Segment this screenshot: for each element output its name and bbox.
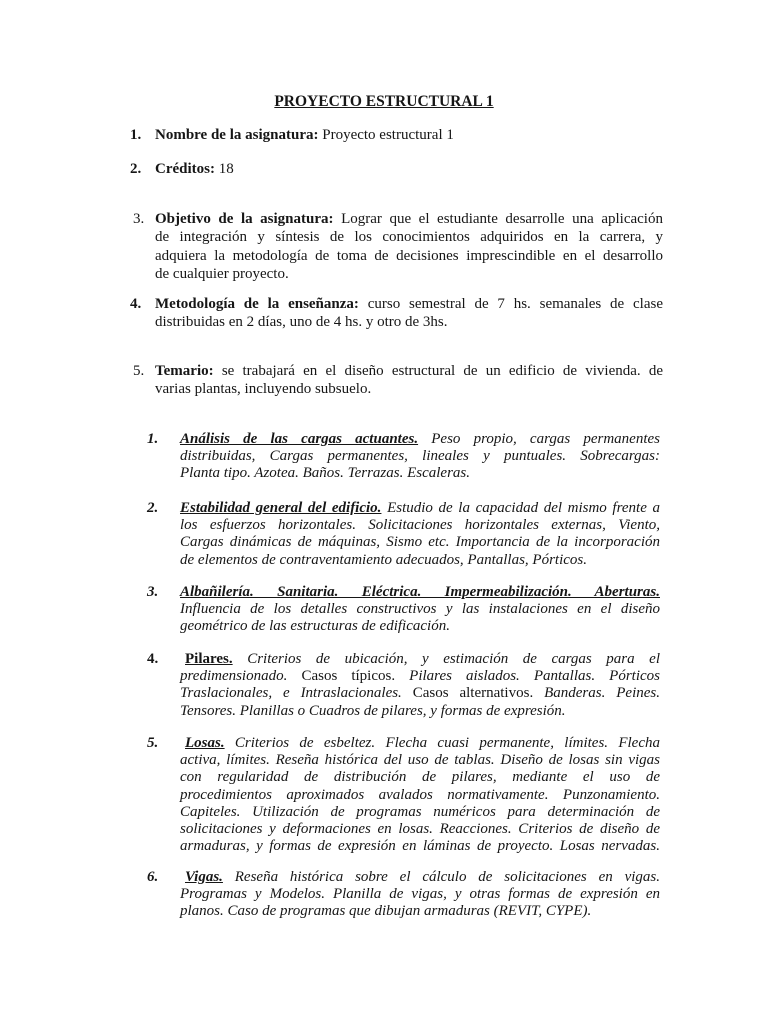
topic-5-line-5: Capiteles. Utilización de programas numéricos para determinación de	[180, 803, 660, 820]
topic-5-line-7: armaduras, y formas de expresión en láminas de proyecto. Losas nervadas.	[180, 838, 660, 855]
topic-1-line-3: Planta tipo. Azotea. Baños. Terrazas. Escaleras.	[180, 465, 471, 482]
topic-text-segment: Pilares aislados. Pantallas. Pórticos	[409, 668, 660, 685]
topic-title: Pilares.	[185, 651, 233, 667]
section-3-line-1	[155, 210, 663, 228]
section-number: 3.	[133, 211, 145, 227]
topic-4-line-2	[180, 668, 660, 685]
topic-text: Criterios de ubicación, y estimación de cargas para el	[247, 651, 660, 667]
topic-text-segment: Traslacionales, e Intraslacionales.	[180, 685, 402, 702]
topic-item-2	[147, 500, 660, 569]
section-4-line-2: distribuidas en 2 días, uno de 4 hs. y otro de 3hs.	[155, 314, 448, 331]
topic-2-line-3: Cargas dinámicas de máquinas, Sismo etc. Importancia de la incorporación	[180, 534, 660, 551]
section-2-line-1	[155, 160, 663, 178]
section-text: 18	[218, 161, 234, 177]
topic-5-line-6: solicitaciones y deformaciones en losas. Reacciones. Criterios de diseño de	[180, 821, 660, 838]
section-number: 4.	[130, 296, 142, 312]
section-number: 5.	[133, 363, 145, 379]
section-text: curso semestral de 7 hs. semanales de clase	[367, 296, 663, 312]
section-5-line-2: varias plantas, incluyendo subsuelo.	[155, 381, 372, 398]
section-item-5	[133, 362, 664, 399]
topic-number: 6.	[147, 869, 159, 885]
topic-4-line-1	[180, 651, 660, 668]
topic-number: 4.	[147, 651, 159, 667]
topic-6-line-3: planos. Caso de programas que dibujan armaduras (REVIT, CYPE).	[180, 903, 592, 920]
topic-item-1	[147, 431, 661, 483]
section-item-3	[133, 210, 663, 283]
section-number: 1.	[130, 127, 142, 143]
section-3-line-3: adquiera la metodología de toma de decisiones imprescindible en el desarrollo	[155, 247, 663, 264]
document-title: PROYECTO ESTRUCTURAL 1	[274, 93, 494, 110]
section-5-line-1	[155, 362, 663, 380]
section-text: se trabajará en el diseño estructural de un edificio de vivienda. de	[221, 363, 664, 379]
topic-item-4	[147, 651, 660, 720]
section-4-line-1	[155, 295, 663, 313]
topic-6-line-1	[180, 869, 660, 886]
topic-title: Estabilidad general del edificio.	[180, 500, 382, 516]
topic-3-line-1	[180, 584, 660, 601]
topic-text: Criterios de esbeltez. Flecha cuasi permanente, límites. Flecha	[234, 735, 660, 751]
topic-2-line-1	[180, 500, 660, 517]
section-1-line-1	[155, 126, 663, 144]
topic-title: Albañilería. Sanitaria. Eléctrica. Impermeabilización. Aberturas.	[180, 584, 660, 600]
section-number: 2.	[130, 161, 142, 177]
topic-4-line-4: Tensores. Planillas o Cuadros de pilares, y formas de expresión.	[180, 702, 566, 719]
section-label: Nombre de la asignatura:	[155, 127, 319, 143]
topic-text: Reseña histórica sobre el cálculo de solicitaciones en vigas.	[234, 869, 660, 885]
topic-5-line-1	[180, 735, 660, 752]
section-item-1	[130, 126, 663, 144]
section-text: Proyecto estructural 1	[322, 127, 454, 143]
topic-1-line-2: distribuidas, Cargas permanentes, lineales y puntuales. Sobrecargas:	[180, 448, 660, 465]
topic-4-line-3	[180, 685, 660, 702]
topic-item-5	[147, 735, 660, 855]
topic-text-segment: Casos alternativos.	[412, 685, 534, 702]
topic-1-line-1	[180, 431, 660, 448]
topic-item-3	[147, 584, 660, 636]
topic-text: Estudio de la capacidad del mismo frente a	[387, 500, 660, 516]
topic-number: 2.	[147, 500, 159, 516]
section-item-2	[130, 160, 663, 178]
topic-text-segment: Casos típicos.	[301, 668, 396, 685]
section-text: Lograr que el estudiante desarrolle una aplicación	[341, 211, 663, 227]
topic-2-line-4: de elementos de contraventamiento adecuados, Pantallas, Pórticos.	[180, 551, 587, 568]
topic-6-line-2: Programas y Modelos. Planilla de vigas, y otras formas de expresión en	[180, 886, 660, 903]
topic-number: 3.	[147, 584, 159, 600]
topic-title: Vigas.	[185, 869, 223, 885]
section-3-line-2: de integración y síntesis de los conocimientos adquiridos en la carrera, y	[155, 229, 663, 246]
section-item-4	[130, 295, 663, 332]
section-3-line-4: de cualquier proyecto.	[155, 265, 289, 282]
topic-3-line-2: Influencia de los detalles constructivos y las instalaciones en el diseño	[180, 601, 660, 618]
topic-5-line-4: procedimientos aproximados avalados normativamente. Punzonamiento.	[180, 786, 660, 803]
topic-text-segment: Banderas. Peines.	[544, 685, 660, 702]
topic-2-line-2: los esfuerzos horizontales. Solicitaciones horizontales externas, Viento,	[180, 517, 660, 534]
topic-text: Peso propio, cargas permanentes	[431, 431, 661, 447]
topic-title: Losas.	[185, 735, 225, 751]
topic-item-6	[147, 869, 660, 921]
section-label: Metodología de la enseñanza:	[155, 296, 359, 312]
topic-title: Análisis de las cargas actuantes.	[180, 431, 419, 447]
section-label: Créditos:	[155, 161, 215, 177]
section-label: Objetivo de la asignatura:	[155, 211, 334, 227]
topic-5-line-2: activa, límites. Reseña histórica del uso de tablas. Diseño de losas sin vigas	[180, 752, 660, 769]
section-label: Temario:	[155, 363, 214, 379]
topic-text-segment: predimensionado.	[180, 668, 288, 685]
topic-3-line-3: geométrico de las estructuras de edificación.	[180, 618, 450, 635]
topic-number: 1.	[147, 431, 159, 447]
topic-5-line-3: con regularidad de distribución de pilares, mediante el uso de	[180, 769, 660, 786]
topic-number: 5.	[147, 735, 159, 751]
